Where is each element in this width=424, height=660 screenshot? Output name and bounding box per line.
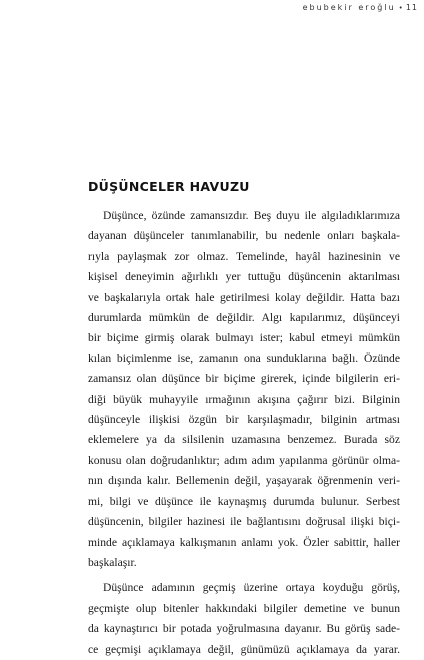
text-line: bir biçime girmiş olarak bulmayı ister; kabul etmeyi mümkün — [88, 331, 400, 345]
text-line: düşünceyle ilişkisi özgün bir karşılaşmadır, bilginin artması — [88, 413, 400, 427]
paragraph-2 — [88, 578, 400, 660]
text-line: ve başkalarıyla ortak hale getirilmesi kolay değildir. Hatta bazı — [88, 290, 400, 304]
paragraph-1 — [88, 206, 400, 573]
text-line: başkalaşır. — [88, 555, 137, 569]
text-line: durumlarda mümkün de değildir. Algı kapılarımız, düşünceyi — [88, 311, 400, 325]
text-line: geçmişte olup bitenler hakkındaki bilgiler demetine ve bunun — [88, 601, 400, 615]
text-line: minde açıklamaya kalkışmanın anlamı yok. Özler sabittir, haller — [88, 535, 400, 549]
text-line: kılan biçimlenme ise, zamanın ona sunduklarına bağlı. Özünde — [88, 351, 400, 365]
text-line: Düşünce adamının geçmiş üzerine ortaya koyduğu görüş, — [103, 581, 400, 595]
running-head-separator: • — [398, 4, 403, 12]
text-line: zamansız olan düşünce bir biçime girerek, içinde bilgilerin eri- — [88, 372, 400, 386]
text-line: Düşünce, özünde zamansızdır. Beş duyu ile algıladıklarımıza — [103, 209, 400, 222]
page-body — [88, 179, 400, 660]
page-number: 11 — [405, 3, 418, 12]
section-heading: DÜŞÜNCELER HAVUZU — [88, 179, 250, 194]
running-head — [303, 3, 418, 12]
text-line: nın dışında kalır. Bellemenin değil, yaşayarak öğrenmenin veri- — [88, 474, 400, 488]
text-line: düşüncenin, bilgiler hazinesi ile bağlantısını doğrusal ilişki biçi- — [88, 515, 400, 529]
text-line: rıyla paylaşmak zor olmaz. Temelinde, hayâl hazinesinin ve — [88, 249, 400, 263]
text-line: konusu olan doğrudanlıktır; adım adım yapılanma görünür olma- — [88, 453, 400, 467]
text-line: dayanan düşünceler tanımlanabilir, bu nedenle onları başkala- — [88, 229, 400, 243]
text-line: da kaynaştırıcı bir potada yoğrulmasına dayanır. Bu görüş sade- — [88, 622, 400, 636]
text-line: diği büyük muhayyile ırmağının akışına çağırır bizi. Bilginin — [88, 392, 400, 406]
text-line: mi, bilgi ve düşünce ile kaynaşmış durumda bulunur. Serbest — [88, 494, 400, 508]
text-line: eklemelere ya da silsilenin uzamasına benzemez. Burada söz — [88, 433, 400, 447]
text-line: ce geçmişi açıklamaya değil, günümüzü açıklamaya da yarar. — [88, 642, 400, 656]
text-line: kişisel deneyimin ağırlıklı yer tuttuğu düşüncenin aktarılması — [88, 270, 400, 284]
running-head-author: ebubekir eroğlu — [302, 3, 396, 12]
